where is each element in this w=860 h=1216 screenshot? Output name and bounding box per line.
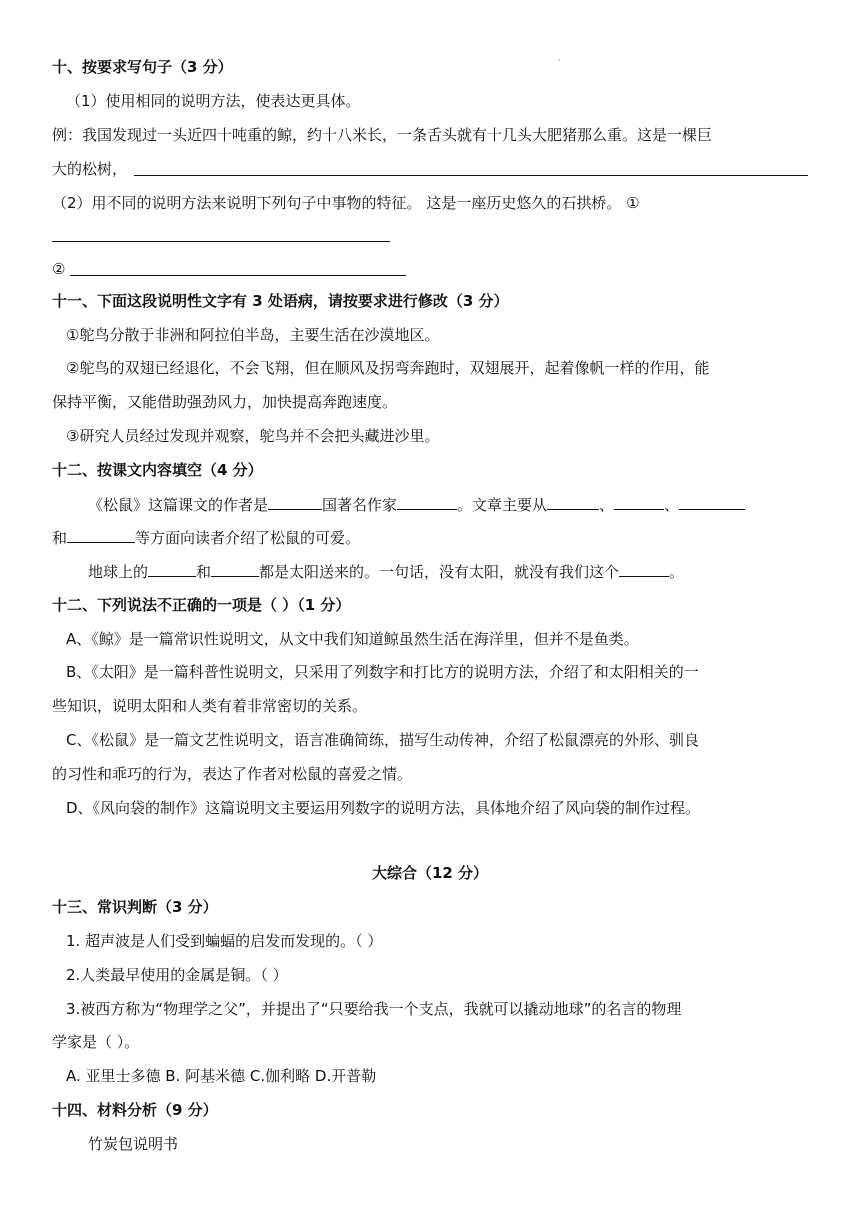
s10-example-line2 (52, 158, 808, 182)
blank-sun-2[interactable] (211, 560, 259, 577)
blank-world[interactable] (619, 560, 669, 577)
s13-q3-options: A. 亚里士多德 B. 阿基米德 C.伽利略 D.开普勒 (66, 1067, 377, 1085)
blank-sun-1[interactable] (148, 560, 196, 577)
blank-aspect-4[interactable] (67, 526, 135, 543)
s13-q1: 1. 超声波是人们受到蝙蝠的启发而发现的。（ ） (66, 932, 383, 950)
section-12a-title: 十二、按课文内容填空（4 分） (52, 461, 263, 479)
answer-blank-2[interactable] (52, 241, 390, 242)
s12a-l1-b: 国著名作家 (322, 496, 398, 514)
stray-mark: · (558, 56, 561, 65)
s10-q2: （2）用不同的说明方法来说明下列句子中事物的特征。 这是一座历史悠久的石拱桥。 ① (52, 194, 640, 212)
s12a-l3-c: 都是太阳送来的。一句话，没有太阳，就没有我们这个 (259, 563, 620, 581)
section-heading: 大综合（12 分） (371, 864, 489, 882)
blank-aspect-2[interactable] (614, 493, 664, 510)
section-10-title: 十、按要求写句子（3 分） (52, 58, 233, 76)
s12b-option-d: D、《风向袋的制作》这篇说明文主要运用列数字的说明方法，具体地介绍了风向袋的制作过程。 (66, 799, 701, 817)
s13-q3a: 3.被西方称为“物理学之父”，并提出了“只要给我一个支点，我就可以撬动地球”的名言的物理 (66, 1000, 682, 1018)
s12a-line3 (88, 560, 808, 584)
section-12b-title: 十二、下列说法不正确的一项是（ ）（1 分） (52, 596, 351, 614)
s12b-option-b1: B、《太阳》是一篇科普性说明文，只采用了列数字和打比方的说明方法，介绍了和太阳相关的一 (66, 663, 699, 681)
s12a-l3-a: 地球上的 (88, 563, 149, 581)
s12a-l2-a: 和 (52, 529, 68, 547)
s12a-l3-d: 。 (669, 563, 685, 581)
s12a-l1-d: 、 (599, 496, 615, 514)
blank-aspect-1[interactable] (547, 493, 599, 510)
section-11-title: 十一、下面这段说明性文字有 3 处语病，请按要求进行修改（3 分） (52, 292, 509, 310)
blank-aspect-3[interactable] (679, 493, 745, 510)
answer-blank-1[interactable] (134, 175, 808, 176)
s12a-l3-b: 和 (196, 563, 212, 581)
s12a-line1 (88, 493, 808, 517)
s12a-line2 (52, 526, 808, 550)
s12b-option-c2: 的习性和乖巧的行为，表达了作者对松鼠的喜爱之情。 (52, 765, 413, 783)
section-13-title: 十三、常识判断（3 分） (52, 898, 218, 916)
s10-example-line1: 例：我国发现过一头近四十吨重的鲸，约十八米长，一条舌头就有十几头大肥猪那么重。这是一棵巨 (52, 126, 713, 144)
s10-q2-circle2: ② (52, 260, 66, 278)
s13-q3b: 学家是（ ）。 (52, 1033, 140, 1051)
s12b-option-b2: 些知识，说明太阳和人类有着非常密切的关系。 (52, 697, 368, 715)
s11-p2a: ②鸵鸟的双翅已经退化，不会飞翔，但在顺风及拐弯奔跑时，双翅展开，起着像帆一样的作用，能 (66, 359, 710, 377)
s12a-l1-e: 、 (664, 496, 680, 514)
s10-q1: （1）使用相同的说明方法，使表达更具体。 (66, 92, 361, 110)
blank-author[interactable] (397, 493, 457, 510)
answer-blank-3[interactable] (70, 275, 406, 276)
s12a-l1-a: 《松鼠》这篇课文的作者是 (88, 496, 269, 514)
s12b-option-c1: C、《松鼠》是一篇文艺性说明文，语言准确简练，描写生动传神，介绍了松鼠漂亮的外形、驯良 (66, 731, 699, 749)
s11-p3: ③研究人员经过发现并观察，鸵鸟并不会把头藏进沙里。 (66, 427, 440, 445)
s12a-l1-c: 。文章主要从 (457, 496, 548, 514)
s11-p1: ①鸵鸟分散于非洲和阿拉伯半岛，主要生活在沙漠地区。 (66, 326, 440, 344)
section-14-title: 十四、材料分析（9 分） (52, 1101, 218, 1119)
s10-example-text: 大的松树， (52, 160, 128, 178)
s13-q2: 2.人类最早使用的金属是铜。（ ） (66, 966, 288, 984)
s12a-l2-b: 等方面向读者介绍了松鼠的可爱。 (135, 529, 361, 547)
blank-country[interactable] (268, 493, 322, 510)
s12b-option-a: A、《鲸》是一篇常识性说明文，从文中我们知道鲸虽然生活在海洋里，但并不是鱼类。 (66, 630, 639, 648)
s11-p2b: 保持平衡，又能借助强劲风力，加快提高奔跑速度。 (52, 393, 398, 411)
s14-subtitle: 竹炭包说明书 (88, 1135, 179, 1153)
